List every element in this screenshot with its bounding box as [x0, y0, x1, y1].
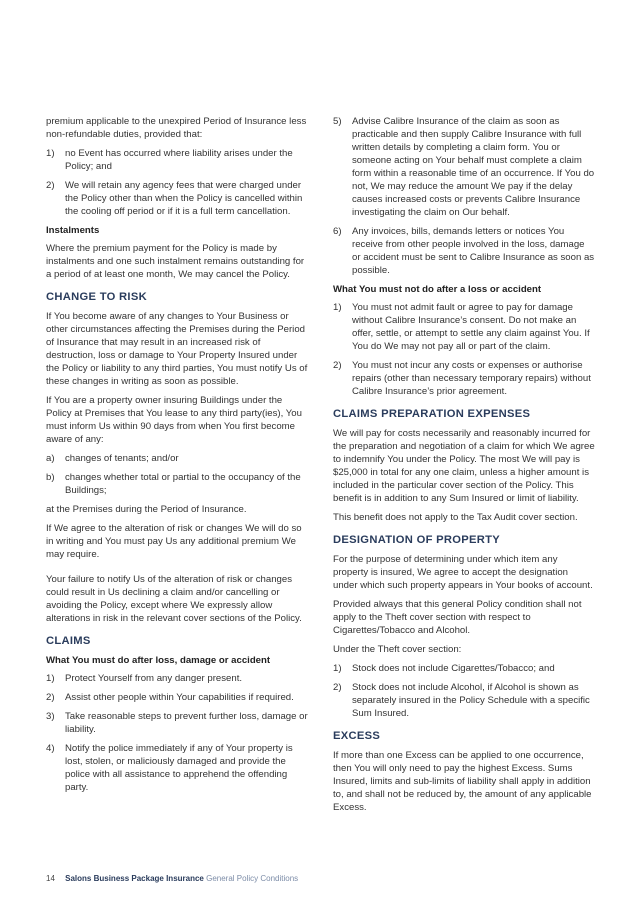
claims-heading: CLAIMS — [46, 635, 91, 647]
list-text: Stock does not include Cigarettes/Tobacco; and — [352, 663, 555, 674]
footer-section: General Policy Conditions — [206, 874, 299, 883]
list-item — [333, 662, 595, 675]
list-marker: 3) — [46, 711, 55, 722]
left-column — [46, 115, 308, 800]
list-marker: b) — [46, 472, 55, 483]
designation-heading: DESIGNATION OF PROPERTY — [333, 534, 501, 546]
list-marker: 6) — [333, 226, 342, 237]
desig-paragraph-2: Provided always that this general Policy condition shall not apply to the Theft cover section with respect to Cigarettes/Tobacco and Alcohol. — [333, 599, 582, 636]
list-marker: 5) — [333, 116, 342, 127]
list-text: Take reasonable steps to prevent further loss, damage or liability. — [65, 711, 308, 735]
page-footer — [46, 874, 298, 883]
change-paragraph-2: If You are a property owner insuring Buildings under the Policy at Premises that You lease to any third party(ies), You must inform Us within 90 days from when You first become aware of any: — [46, 395, 302, 445]
list-text: Any invoices, bills, demands letters or notices You receive from other people involved in the loss, damage or accident must be sent to Calibre Insurance as soon as possible. — [352, 226, 595, 276]
list-text: Notify the police immediately if any of Your property is lost, stolen, or maliciously damaged and provide the police with all assistance to apprehend the offending party. — [65, 743, 293, 793]
list-text: Assist other people within Your capabilities if required. — [65, 692, 294, 703]
right-column — [333, 115, 595, 820]
change-paragraph-5: Your failure to notify Us of the alteration of risk or changes could result in Us declining a claim and/or cancelling or avoiding the Policy, except where We expressly allow alterations in risk in the relevant cover sections of the Policy. — [46, 574, 302, 624]
footer-product: Salons Business Package Insurance — [65, 874, 204, 883]
list-marker: 1) — [333, 663, 342, 674]
change-paragraph-1: If You become aware of any changes to Your Business or other circumstances affecting the Premises during the Period of Insurance that may result in an increased risk of destruction, loss or damage to Your Property Insured under the Policy or liability to any third parties, You must notify Us of these changes in writing as soon as possible. — [46, 311, 308, 387]
list-item — [333, 225, 595, 277]
must-not-subheading: What You must not do after a loss or accident — [333, 284, 542, 295]
prep-paragraph-1: We will pay for costs necessarily and reasonably incurred for the preparation and negotiation of a claim for which We agree to indemnify You under the Policy. The most We will pay is $25,000 in total for any one claim, unless a higher amount is included in the particular cover section of the Policy. This benefit is in addition to any Sum Insured or limit of liability. — [333, 428, 595, 504]
list-marker: 1) — [333, 302, 342, 313]
list-marker: 2) — [46, 692, 55, 703]
list-marker: 1) — [46, 148, 55, 159]
list-text: no Event has occurred where liability arises under the Policy; and — [65, 148, 293, 172]
excess-paragraph: If more than one Excess can be applied to one occurrence, then You will only need to pay the highest Excess. Sums Insured, limits and sub-limits of liability shall apply in addition to, and shall not be reduced by, the amount of any applicable Excess. — [333, 750, 592, 813]
change-to-risk-heading: CHANGE TO RISK — [46, 291, 147, 303]
list-marker: 2) — [333, 360, 342, 371]
list-text: Protect Yourself from any danger present. — [65, 673, 243, 684]
prep-paragraph-2: This benefit does not apply to the Tax Audit cover section. — [333, 512, 578, 523]
list-marker: 2) — [333, 682, 342, 693]
list-text: changes whether total or partial to the occupancy of the Buildings; — [65, 472, 301, 496]
list-item — [46, 179, 308, 218]
change-paragraph-4: If We agree to the alteration of risk or changes We will do so in writing and You must pay Us any additional premium We may require. — [46, 523, 302, 560]
excess-heading: EXCESS — [333, 730, 381, 742]
list-item — [46, 471, 308, 497]
desig-paragraph-1: For the purpose of determining under which item any property is insured, We agree to accept the designation under which such property appears in Your books of account. — [333, 554, 593, 591]
list-item — [333, 301, 595, 353]
list-text: You must not admit fault or agree to pay for damage without Calibre Insurance’s consent. Do not make an offer, settle, or attempt to settle any claim against You. If You do We may not pay all or part of the claim. — [352, 302, 590, 352]
list-marker: 2) — [46, 180, 55, 191]
list-marker: a) — [46, 453, 55, 464]
claims-subheading: What You must do after loss, damage or accident — [46, 655, 271, 666]
list-item — [333, 359, 595, 398]
desig-paragraph-3: Under the Theft cover section: — [333, 644, 462, 655]
list-text: changes of tenants; and/or — [65, 453, 179, 464]
list-item — [46, 710, 308, 736]
list-marker: 1) — [46, 673, 55, 684]
list-item — [46, 742, 308, 794]
instalments-paragraph: Where the premium payment for the Policy is made by instalments and one such instalment remains outstanding for a period of at least one month, We may cancel the Policy. — [46, 243, 305, 280]
list-item — [46, 691, 308, 704]
list-text: We will retain any agency fees that were charged under the Policy other than when the Policy is cancelled within the cooling off period or if it is a full term cancellation. — [65, 180, 303, 217]
list-text: You must not incur any costs or expenses or authorise repairs (other than necessary temporary repairs) without Calibre Insurance’s prior agreement. — [352, 360, 591, 397]
claims-preparation-heading: CLAIMS PREPARATION EXPENSES — [333, 408, 531, 420]
change-paragraph-3: at the Premises during the Period of Insurance. — [46, 504, 247, 515]
instalments-subheading: Instalments — [46, 225, 100, 236]
intro-paragraph: premium applicable to the unexpired Period of Insurance less non-refundable duties, provided that: — [46, 116, 307, 140]
list-item — [46, 147, 308, 173]
page-number: 14 — [46, 874, 55, 883]
list-text: Stock does not include Alcohol, if Alcohol is shown as separately insured in the Policy Schedule with a specific Sum Insured. — [352, 682, 590, 719]
list-item — [333, 681, 595, 720]
list-item — [46, 452, 308, 465]
list-text: Advise Calibre Insurance of the claim as soon as practicable and then supply Calibre Insurance with full written details by completing a claim form. You or someone acting on Your behalf must complete a claim form within a reasonable time of an occurrence. If You do not, We may reduce the amount We pay if the delay causes increased costs or prevents Calibre Insurance investigating the claim on Our behalf. — [352, 116, 595, 218]
list-item — [333, 115, 595, 219]
list-marker: 4) — [46, 743, 55, 754]
list-item — [46, 672, 308, 685]
